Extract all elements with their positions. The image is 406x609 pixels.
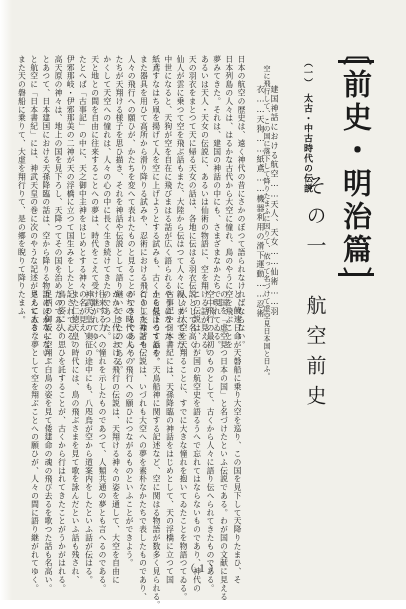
text-line: 日本列島の人々は、はるかな古代から大空に憧れ、鳥のやうに空を飛ぶことを (224, 55, 234, 349)
text-line: のちの時代の人々の飛行への願ひにつながるものといふことができよう。 (125, 290, 134, 568)
text-line: こうした神話や伝説は、いづれも大空への夢を素朴なかたちで表したものであり、 (138, 290, 148, 601)
text-line: さらに大きな夢として空を翔ぶことへの願ひが、人々の間に語り継がれてゆく。 (30, 290, 40, 593)
text-line: また仁徳天皇の時代には、鳥の飛ぶさまを見て歌を詠んだといふ話も残され、 (71, 290, 80, 584)
text-line: 神武天皇の東征の途中にも、八咫烏が空から道案内をしたといふ話が伝はる。 (84, 290, 94, 584)
text-line: 仙人が雲に乗つて空を飛ぶ話もまた、大陸から伝はつて人々に親しまれてきた。 (176, 55, 185, 358)
text-line: たちが天翔ける様子を思ひ描き、それを神話や伝説として語り継いできたのである。 (115, 55, 124, 375)
text-line: 夢みてきた。それは、建国の神話の中にも、さまざまなかたちで現れてゐる。 (212, 55, 222, 349)
part-title: 〔前史・明治篇〕 (339, 36, 373, 300)
chapter-title: その一 航空前史 (303, 175, 327, 415)
toc-item-2: 衣……天狗……紙鳶……機器利用の滑下運動……忍術 (256, 85, 265, 319)
text-line: かくして天空への憧れは、人々の心の中に長く生き続けてきたのであつた。 (102, 55, 112, 341)
page-number: （１） (185, 564, 221, 575)
text-line: 土を見下ろす話や、天鳥船神に関する記述など、空に関はる物語が数多く見られる。 (152, 290, 161, 609)
text-line: 人々が大空を天翔ることに、すでに大きな憧れを抱いてゐたことを物語つてゐる。 (179, 290, 188, 601)
text-line: 往来する力への憧れを示したものであつて、人類共通の夢とも言へるのである。 (98, 290, 107, 593)
text-line: 人々の飛行への願ひが、かたちを変へて表れたものと見ることができるであらう。 (127, 55, 137, 366)
text-line: 日本の航空の歴史は、遠く神代の昔にさかのぼつて語られなければならない。 (237, 55, 246, 349)
text-line: 天の羽衣をまとつて天に帰る天女の話は、各地に伝はる羽衣伝説として名高く、 (188, 55, 198, 358)
scan-edge (0, 0, 12, 600)
text-line: 古事記や日本書紀には、天孫降臨の神話をはじめとして、天の浮橋に立つて国 (165, 290, 175, 584)
text-line: 中世になると、天狗が空を自在に飛びまはる話が広く語られるやうになつた。 (163, 55, 173, 349)
text-line: 高天原の神々は、地上の国を見下ろし、天降つてその国を治めたのである。 (54, 55, 63, 341)
text-line: かかる上代における飛行の伝説は、天翔ける神々の姿を通して、大空を自由に (111, 290, 121, 584)
section-heading: （一） 太古・中古時代の伝説 (302, 58, 312, 194)
text-line: と、饒速日命が天磐船に乗り大空を巡り、この国を見下して天降りたまひ、そ (233, 290, 242, 584)
text-line: 紙鳶すなはち凧を揚げて人を空に上げようとする試みも、古くから伝はつてゐる。 (151, 55, 161, 366)
toc-item-1: 建国神話における航空……天人、天女……仙術……羽 (270, 85, 279, 317)
text-line: また天の磐船に乗りて、大虚を翔行りて、是の郷を睨りて降りたまふ。 (17, 55, 27, 324)
text-line: この伝説は、わが国の航空史を語るうへで忘れてはならないものであり、神代の (192, 290, 202, 593)
top-note: 空に飛行して、この国に落下して降りたまふに因りて、依って名づけて虚空見日本国と日ふ。 (263, 65, 271, 380)
text-line: の国を「虚空見つ日本の国」と名づけたといふ伝説である。わが国の文献に見える (219, 290, 229, 601)
text-line: 天と地との間を自由に往来することへの夢は、時代をこえて受け継がれてゆく。 (90, 55, 100, 358)
text-line: 伊邪那岐・伊邪那美の二神が天の浮橋に立つて国生みをしたと記されてゐる。 (66, 55, 76, 349)
text-line: と航空に「日本書紀」には、神武天皇の巻に次のやうな記述が見えてゐる。 (29, 55, 39, 341)
text-line: また器具を用ひて高所から滑り降りる試みや、忍術における飛行の工夫なども、 (139, 55, 149, 358)
text-line: あるいは天人・天女の伝説に、あるいは仙術の物語に、空を翔ける話が見える。 (200, 55, 210, 358)
text-line: 足柄の御坂に空翔ぶ白鳥の姿を見て倭建命の魂の飛び去るを歌つた話も名高い。 (44, 290, 53, 593)
text-line: とあつて、日本建国における天孫降臨の話は、空から降りる物語にほかならない。 (41, 55, 51, 366)
text-line: 鳥の姿に人の思ひを託することが、古くから行はれてきたことがうかがはれる。 (57, 290, 67, 593)
text-line: たとへば「古事記」の中に、天之御中主神をはじめとする神々の名が見え、 (78, 55, 88, 341)
text-line: 空中飛行の最初のものとして、古くから人々に語り伝へられてきたものである。 (206, 290, 215, 593)
